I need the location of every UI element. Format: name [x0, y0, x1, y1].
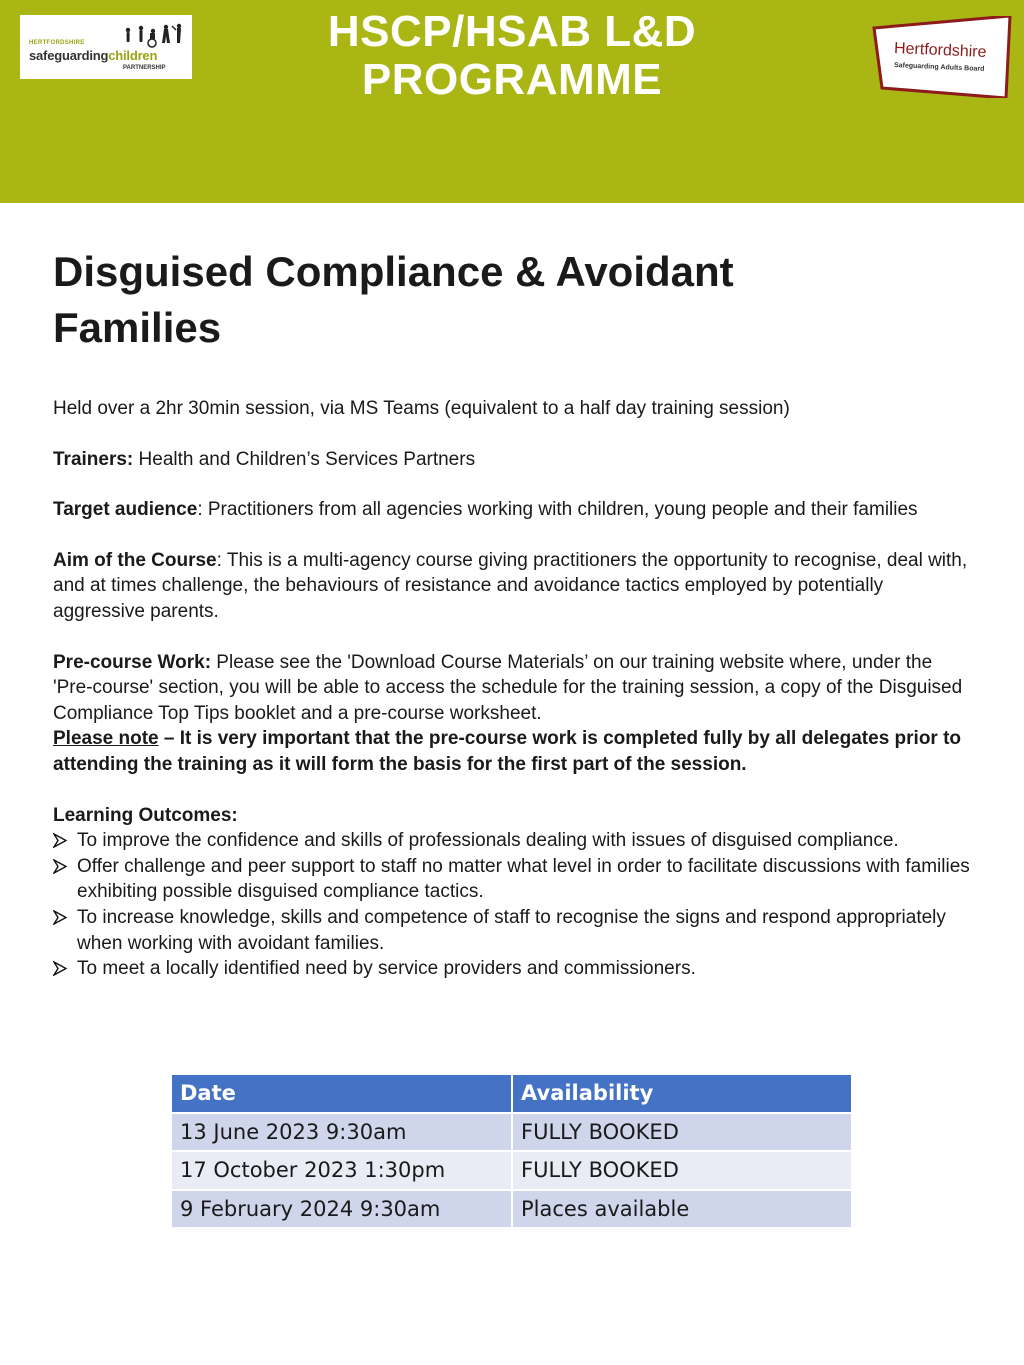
learning-outcomes-list: [53, 828, 973, 982]
session-availability: Places available: [512, 1190, 852, 1229]
precourse-work: [53, 650, 973, 727]
note-label: Please note: [53, 728, 159, 750]
target-audience: [53, 497, 973, 523]
aim-label: Aim of the Course: [53, 549, 217, 571]
trainers-label: Trainers:: [53, 448, 134, 470]
learning-outcomes-heading: Learning Outcomes:: [53, 804, 238, 826]
note-text: – It is very important that the pre-course work is completed fully by all delegates prior to attending the training as it will form the basis for the first part of the session.: [53, 728, 962, 775]
outcome-text: To improve the confidence and skills of professionals dealing with issues of disguised compliance.: [77, 830, 899, 852]
column-header-date: Date: [171, 1074, 512, 1113]
trainers: [53, 447, 973, 473]
list-item: [53, 828, 973, 854]
outcome-text: To increase knowledge, skills and competence of staff to recognise the signs and respond appropriately when working with avoidant families.: [77, 906, 946, 954]
list-item: [53, 956, 973, 982]
list-item: [53, 905, 973, 956]
logo-left-brand-a: safeguarding: [29, 48, 109, 63]
logo-right-name: Hertfordshire: [893, 39, 987, 62]
session-availability: FULLY BOOKED: [512, 1113, 852, 1152]
logo-left-brand-b: children: [108, 48, 158, 63]
table-row: [171, 1151, 852, 1190]
safeguarding-children-partnership-logo: [20, 15, 192, 79]
session-date: 9 February 2024 9:30am: [171, 1190, 512, 1229]
session-date: 13 June 2023 9:30am: [171, 1113, 512, 1152]
column-header-availability: Availability: [512, 1074, 852, 1113]
precourse-label: Pre-course Work:: [53, 651, 212, 673]
people-figures-icon: [122, 21, 188, 49]
please-note: [53, 726, 973, 777]
trainers-text: Health and Children’s Services Partners: [133, 448, 476, 470]
outcome-text: Offer challenge and peer support to staff no matter what level in order to facilitate discussions with families exhibiting possible disguised compliance tactics.: [77, 855, 970, 903]
arrow-bullet-icon: [53, 833, 67, 848]
arrow-bullet-icon: [53, 910, 67, 925]
page-title-line2: PROGRAMME: [361, 55, 663, 104]
arrow-bullet-icon: [53, 961, 67, 976]
logo-right-subtitle: Safeguarding Adults Board: [893, 62, 985, 73]
arrow-bullet-icon: [53, 859, 67, 874]
precourse-text: Please see the 'Download Course Materials’ on our training website where, under the 'Pre-course' section, you will be able to access the schedule for the training session, a copy of the Disguised Compliance Top Tips booklet and a pre-course worksheet.: [53, 651, 963, 724]
list-item: [53, 854, 973, 905]
page-title-line1: HSCP/HSAB L&D: [327, 7, 697, 56]
audience-label: Target audience: [53, 499, 198, 521]
logo-left-top-text: HERTFORDSHIRE: [29, 40, 85, 46]
table-row: [171, 1113, 852, 1152]
session-availability: FULLY BOOKED: [512, 1151, 852, 1190]
logo-left-bottom-text: PARTNERSHIP: [123, 65, 166, 71]
course-aim: [53, 548, 973, 625]
sessions-table: [170, 1073, 853, 1229]
course-title: Disguised Compliance & Avoidant Families: [53, 248, 734, 351]
session-date: 17 October 2023 1:30pm: [171, 1151, 512, 1190]
table-header-row: [171, 1074, 852, 1113]
audience-text: : Practitioners from all agencies working with children, young people and their families: [197, 499, 918, 521]
outcome-text: To meet a locally identified need by service providers and commissioners.: [77, 958, 696, 980]
hertfordshire-safeguarding-adults-board-logo: [872, 16, 1014, 98]
page-title: [262, 8, 762, 104]
table-row: [171, 1190, 852, 1229]
course-content: [53, 244, 973, 982]
aim-text: : This is a multi-agency course giving practitioners the opportunity to recognise, deal with, and at times challenge, the behaviours of resistance and avoidance tactics employed by potentially aggressive parents.: [53, 549, 968, 622]
logo-left-brand: [29, 48, 157, 63]
session-info: Held over a 2hr 30min session, via MS Teams (equivalent to a half day training session): [53, 398, 790, 419]
